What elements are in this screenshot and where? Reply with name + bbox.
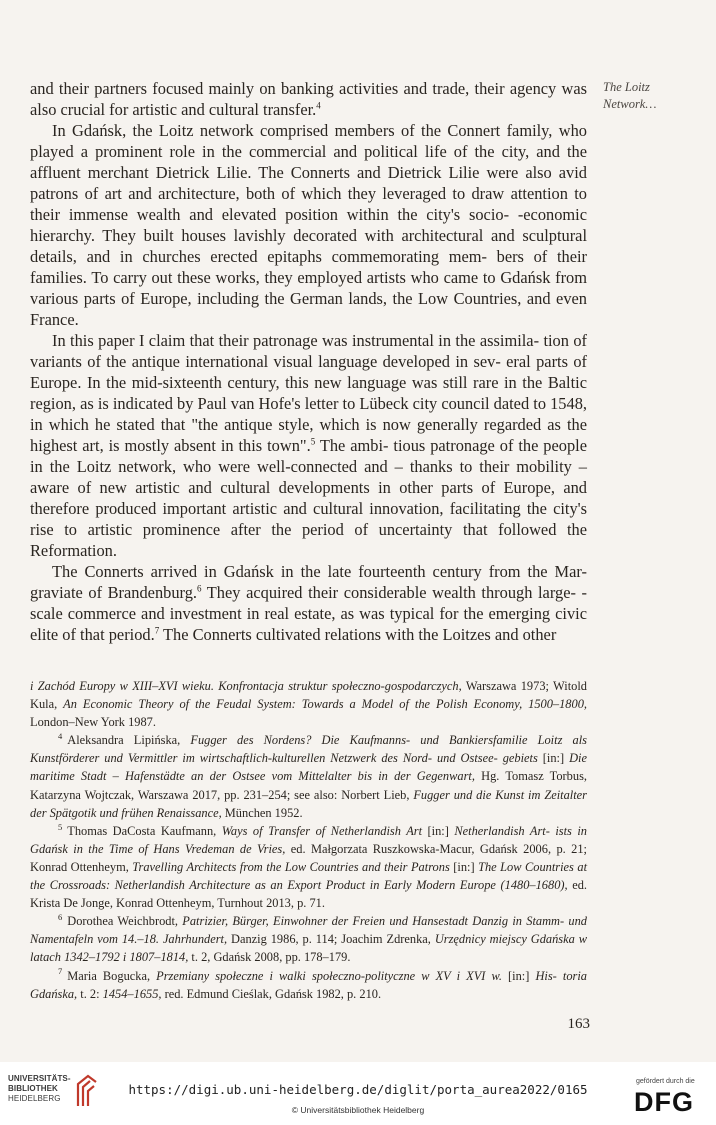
footnote-ref-5[interactable]: 5 (310, 436, 316, 447)
footnotes (30, 677, 587, 1003)
paragraph-4: The Connerts arrived in Gdańsk in the late fourteenth century from the Mar- graviate of Brandenburg.$^6$ They acquired their considerable wealth through large- -scale commerce and investment in real estate, as was typical for the emerging civic elite of that period.$^7$ The Connerts cultivated relations with the Loitzes and other (30, 562, 587, 644)
paragraph-3: In this paper I claim that their patronage was instrumental in the assimila- tion of variants of the antique international visual language developed in sev- eral parts of Europe. In the mid-sixteenth century, this new language was still rare in the Baltic region, as is indicated by Paul van Hofe's letter to Lübeck city council dated to 1548, in which he stated that "the antique style, which is now generally regarded as the highest art, is mostly absent in this town".$^5$ The ambi- tious patronage of the people in the Loitz network, who were well-connected and – thanks to their mobility – aware of new artistic and cultural developments in other parts of Europe, and therefore produced important artistic and cultural innovation, facilitating the city's rise to artistic prominence after the period of uncertainty that followed the Reformation. (30, 331, 587, 560)
permalink-url[interactable]: https://digi.ub.uni-heidelberg.de/diglit/porta_aurea2022/0165 (128, 1082, 588, 1097)
footnote-5: $^5$ Thomas DaCosta Kaufmann, Ways of Transfer of Netherlandish Art [in:] Netherlandish Art- ists in Gdańsk in the Time of Hans Vredeman de Vries, ed. Małgorzata Ruszkowska-Macur, Gdańsk 2006, p. 21; Konrad Ottenheym, Travelling Architects from the Low Countries and their Patrons [in:] The Low Countries at the Crossroads: Netherlandish Architecture as an Export Product in Early Modern Europe (1480–1680), ed. Krista De Jonge, Konrad Ottenheym, Turnhout 2013, p. 71. (30, 821, 588, 911)
library-logo-text[interactable]: UNIVERSITÄTS- BIBLIOTHEK HEIDELBERG (8, 1074, 71, 1103)
footnote-ref-4[interactable]: 4 (316, 100, 321, 111)
paragraph-1: and their partners focused mainly on banking activities and trade, their agency was also crucial for artistic and cultural transfer.$^4$ (30, 79, 587, 119)
margin-note-line: Network… (603, 97, 657, 111)
main-text (30, 78, 587, 645)
funding-note: gefördert durch die (636, 1078, 695, 1085)
page-number: 163 (567, 1016, 590, 1032)
footnote-ref-6[interactable]: 6 (197, 583, 202, 594)
margin-running-title (603, 79, 713, 113)
footnote-continuation: i Zachód Europy w XIII–XVI wieku. Konfrontacja struktur społeczno-gospodarczych, Warszawa 1973; Witold Kula, An Economic Theory of the Feudal System: Towards a Model of the Polish Economy, 1500–1800, London–New York 1987. (30, 679, 587, 730)
paragraph-2: In Gdańsk, the Loitz network comprised members of the Connert family, who played a prominent role in the commercial and political life of the city, and the affluent merchant Dietrick Lilie. The Connerts and Dietrick Lilie were also avid patrons of art and architecture, both of which they leveraged to draw attention to their immense wealth and elevated position within the city's socio- -economic hierarchy. They built houses lavishly decorated with architectural and sculptural details, and in churches erected epitaphs commemorating mem- bers of their families. To carry out these works, they employed artists who came to Gdańsk from various parts of Europe, including the German lands, the Low Countries, and even France. (30, 121, 587, 329)
footnote-ref-7[interactable]: 7 (154, 625, 160, 636)
dfg-logo[interactable]: DFG (634, 1087, 694, 1117)
copyright-notice: © Universitätsbibliothek Heidelberg (291, 1105, 425, 1115)
footnote-4: $^4$ Aleksandra Lipińska, Fugger des Nordens? Die Kaufmanns- und Bankiersfamilie Loitz als Kunstförderer und Vermittler im wirtschaftlich-kulturellen Netzwerk des Nord- und Ostsee- gebiets [in:] Die maritime Stadt – Hafenstädte an der Ostsee vom Mittelalter bis in der Gegenwart, Hg. Tomasz Torbus, Katarzyna Wojtczak, Warszawa 2017, pp. 231–254; see also: Norbert Lieb, Fugger und die Kunst im Zeitalter der Spätgotik und frühen Renaissance, München 1952. (30, 731, 587, 820)
footnote-6: $^6$ Dorothea Weichbrodt, Patrizier, Bürger, Einwohner der Freien und Hansestadt Danzig in Stamm- und Namentafeln vom 14.–18. Jahrhundert, Danzig 1986, p. 114; Joachim Zdrenka, Urzędnicy miejscy Gdańska w latach 1342–1792 i 1807–1814, t. 2, Gdańsk 2008, pp. 178–179. (30, 912, 588, 965)
footnote-7: $^7$ Maria Bogucka, Przemiany społeczne i walki społeczno-polityczne w XV i XVI w. [in:] His- toria Gdańska, t. 2: 1454–1655, red. Edmund Cieślak, Gdańsk 1982, p. 210. (30, 966, 587, 1001)
digitization-footer (0, 1062, 716, 1125)
margin-note-line: The Loitz (603, 80, 650, 94)
